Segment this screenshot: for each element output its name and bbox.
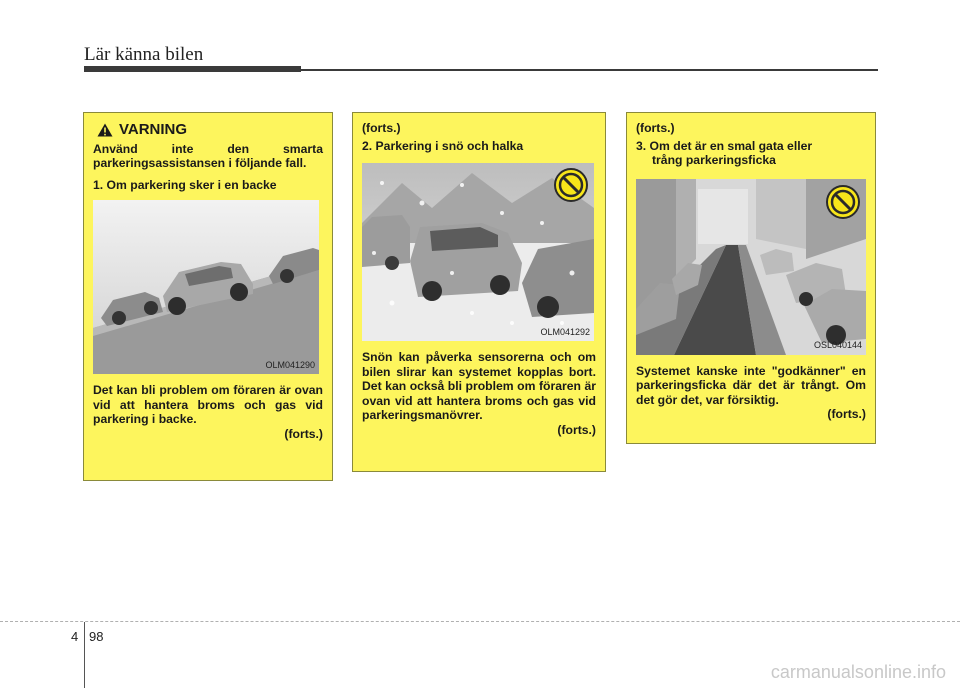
- footer-separator: [84, 622, 85, 688]
- page-number: 98: [89, 629, 104, 644]
- narrow-body-text: Systemet kanske inte "godkänner" en parkeringsficka där det är trångt. Om det gör det, var försiktig.: [636, 363, 866, 407]
- image-code: OLM041292: [540, 326, 590, 337]
- continued-label-top: (forts.): [636, 121, 675, 135]
- item-snow: 2. Parkering i snö och halka: [362, 138, 524, 153]
- header-bar-thick: [84, 66, 301, 72]
- hill-parking-illustration: [93, 200, 319, 374]
- continued-label-top: (forts.): [362, 121, 401, 135]
- item-hill: 1. Om parkering sker i en backe: [93, 177, 277, 192]
- footer-dashed-line: [0, 621, 960, 622]
- warning-box-hill: [83, 112, 333, 481]
- image-code: OLM041290: [265, 359, 315, 370]
- prohibition-sign-icon: [827, 186, 859, 218]
- watermark: carmanualsonline.info: [770, 662, 946, 682]
- snow-body-text: Snön kan påverka sensorerna och om bilen slirar kan systemet kopplas bort. Det kan också bli problem om föraren är ovan vid att hantera broms och gas vid parkeringsmanövrer.: [362, 350, 596, 422]
- prohibition-sign-icon: [555, 169, 587, 201]
- warning-intro: Använd inte den smarta parkeringsassistansen i följande fall.: [93, 141, 323, 170]
- continued-label: (forts.): [827, 407, 866, 421]
- warning-box-snow: [352, 112, 606, 472]
- warning-box-narrow: [626, 112, 876, 444]
- snow-parking-illustration: [362, 163, 594, 341]
- chapter-number: 4: [71, 629, 79, 644]
- continued-label: (forts.): [284, 426, 323, 441]
- warning-triangle-icon: [97, 123, 113, 137]
- page-header-title: Lär känna bilen: [84, 44, 204, 65]
- warning-title: VARNING: [119, 121, 188, 138]
- image-code: OSL040144: [813, 340, 862, 350]
- item-narrow-line2: trång parkeringsficka: [652, 153, 776, 167]
- hill-body-text: Det kan bli problem om föraren är ovan vid att hantera broms och gas vid parkering i backe.: [93, 383, 323, 426]
- continued-label: (forts.): [557, 422, 596, 437]
- item-narrow-line1: 3. Om det är en smal gata eller: [636, 138, 813, 153]
- warning-heading: [97, 123, 323, 138]
- header-bar-thin: [301, 69, 878, 71]
- narrow-street-illustration: [636, 179, 866, 355]
